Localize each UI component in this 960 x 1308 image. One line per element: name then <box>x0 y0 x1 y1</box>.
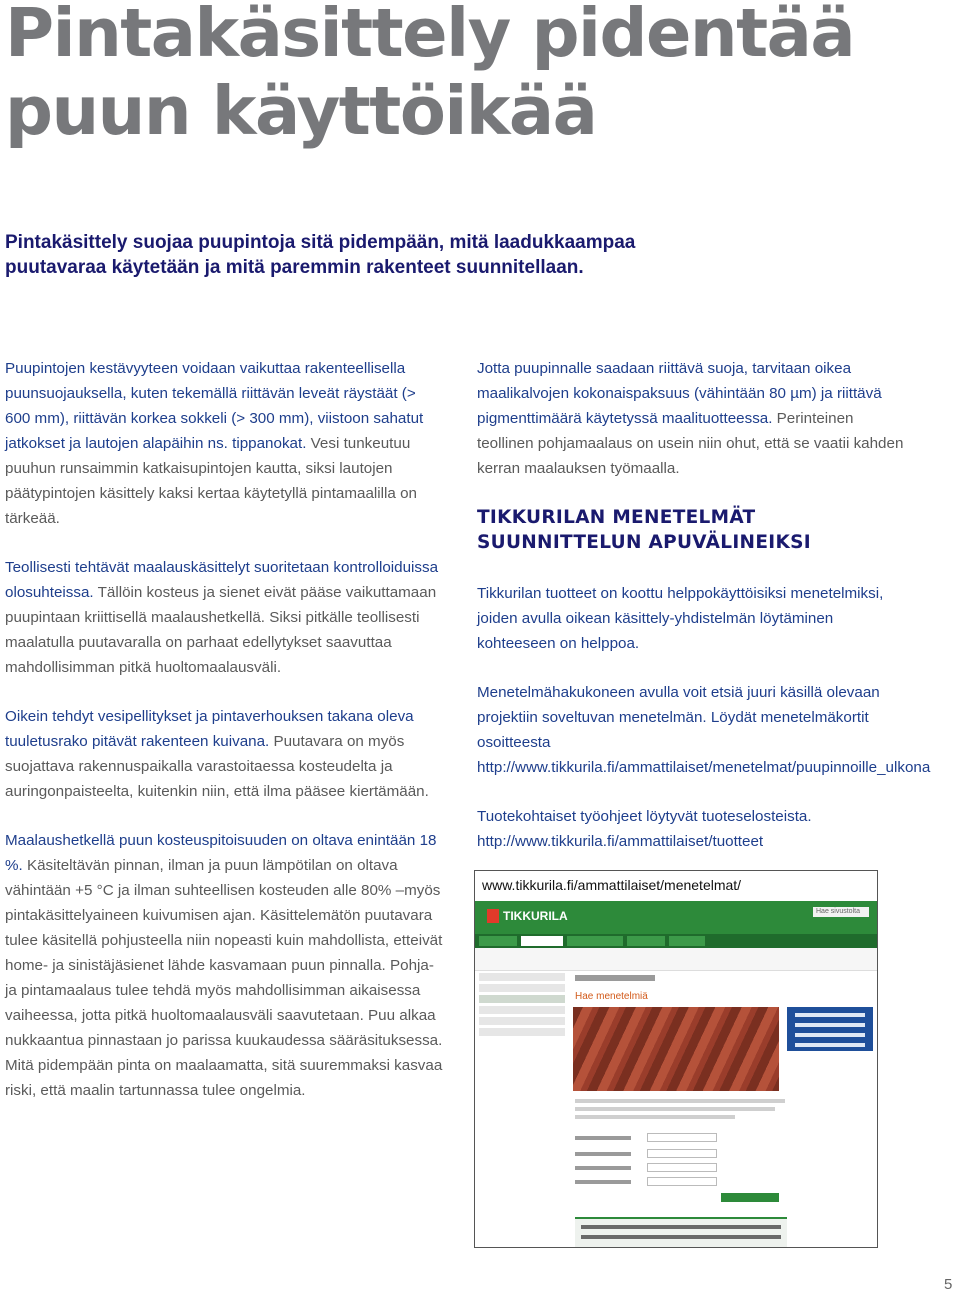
right-column <box>477 356 931 878</box>
site-nav-tab <box>567 936 623 946</box>
site-contact-box <box>787 1007 873 1051</box>
site-text-line <box>575 1115 735 1119</box>
website-preview <box>475 901 877 1247</box>
lead-paragraph <box>5 230 705 280</box>
lead-line-2: puutavaraa käytetään ja mitä paremmin rakenteet suunnitellaan. <box>5 257 584 278</box>
screenshot-url: www.tikkurila.fi/ammattilaiset/menetelmat/ <box>482 877 742 893</box>
site-nav <box>475 934 877 948</box>
left-paragraph-4: Maalaushetkellä puun kosteuspitoisuuden on oltava enintään 18 %. Käsiteltävän pinnan, ilman ja puun lämpötilan on oltava vähintään +5 °C ja ilman suhteellisen kosteuden alle 80% –myös pintakäsittelyaineen kuivumisen ajan. Käsittelemätön puutavara tulee käsitellä pohjusteella niin nopeasti kuin mahdollista, etteivät home- ja sinistäjäsienet lähde kasvamaan puun pinnalla. Pohja- ja pintamaalaus tulee tehdä myös mahdollisimman aikaisessa vaiheessa, jotta pitkä huoltomaalausväli saavutetaan. Puu alkaa nukkaantua pinnastaan jo parissa kuukaudessa sääräsituksessa. Mitä pidempään pinta on maalaamatta, sitä suuremmaksi kasvaa riski, että maalin tartunnassa tulee ongelmia. <box>5 832 443 1099</box>
products-link[interactable]: http://www.tikkurila.fi/ammattilaiset/tuotteet <box>477 833 764 850</box>
tikkurila-logo-icon <box>487 909 499 923</box>
site-sidebar <box>479 973 565 1039</box>
lead-line-1: Pintakäsittely suojaa puupintoja sitä pidempään, mitä laadukkaampaa <box>5 232 636 253</box>
left-paragraph-1: Puupintojen kestävyyteen voidaan vaikuttaa rakenteellisella puunsuojauksella, kuten tekemällä riittävän leveät räystäät (> 600 mm), riittävän korkea sokkeli (> 300 mm), viistoon sahatut jatkokset ja lautojen alapäihin ns. tippanokat. Vesi tunkeutuu puuhun runsaimmin katkaisupintojen kautta, siksi lautojen päätypintojen käsittely kaksi kertaa käytetyllä pintamaalilla on tärkeää. <box>5 360 424 527</box>
site-form-row <box>575 1177 765 1187</box>
site-page-heading: Hae menetelmiä <box>575 991 648 1002</box>
site-header <box>475 901 877 934</box>
site-subnav <box>475 948 877 971</box>
site-nav-tab-active <box>521 936 563 946</box>
left-paragraph-3: Oikein tehdyt vesipellitykset ja pintaverhouksen takana oleva tuuletusrako pitävät rakenteen kuivana. Puutavara on myös suojattava rakennuspaikalla varastoitaessa kosteudelta ja auringonpaisteelta, kuitenkin niin, että ilma pääsee kiertämään. <box>5 708 429 800</box>
title-line-1: Pintakäsittely pidentää <box>5 0 855 72</box>
right-paragraph-3: Menetelmähakukoneen avulla voit etsiä juuri käsillä olevaan projektiin soveltuvan menetelmän. Löydät menetelmäkortit osoitteesta http://www.tikkurila.fi/ammattilaiset/menetelmat/puupinnoille_ulkona <box>477 684 931 776</box>
site-form-row <box>575 1149 765 1159</box>
right-paragraph-4: Tuotekohtaiset työohjeet löytyvät tuoteselosteista. http://www.tikkurila.fi/ammattilaiset/tuotteet <box>477 808 812 850</box>
title-line-2: puun käyttöikää <box>5 72 597 150</box>
left-paragraph-2: Teollisesti tehtävät maalauskäsittelyt suoritetaan kontrolloiduissa olosuhteissa. Tällöin kosteus ja sienet eivät pääse vaikuttamaan puupintaan kriittisellä maalaushetkellä. Siksi pitkälle teollisesti maalatulla puutavaralla on parhaat edellytykset saavuttaa mahdollisimman pitkä huoltomaalausväli. <box>5 559 439 676</box>
right-paragraph-2: Tikkurilan tuotteet on koottu helppokäyttöisiksi menetelmiksi, joiden avulla oikean käsittely-yhdistelmän löytäminen kohteeseen on helppoa. <box>477 585 884 652</box>
site-nav-tab <box>669 936 705 946</box>
roof-tiles-image <box>573 1007 779 1091</box>
site-nav-tab <box>627 936 665 946</box>
right-paragraph-1: Jotta puupinnalle saadaan riittävä suoja, tarvitaan oikea maalikalvojen kokonaispaksuus (vähintään 80 µm) ja riittävä pigmenttimäärä käytetyssä maalituotteessa. Perinteinen teollinen pohjamaalaus on usein niin ohut, että se vaatii kahden kerran maalauksen työmaalla. <box>477 360 904 477</box>
website-screenshot <box>474 870 878 1248</box>
site-form-row <box>575 1163 765 1173</box>
site-breadcrumb <box>575 975 655 981</box>
site-logo-text: TIKKURILA <box>503 909 568 923</box>
page-number: 5 <box>944 1276 953 1293</box>
left-column <box>5 356 445 1127</box>
site-text-line <box>575 1099 785 1103</box>
site-result-box <box>575 1217 787 1248</box>
page-title <box>5 0 854 150</box>
site-text-line <box>575 1107 775 1111</box>
site-nav-tab <box>479 936 517 946</box>
site-search-input: Hae sivustolta <box>813 907 869 917</box>
site-search-button <box>721 1193 779 1202</box>
site-form-row <box>575 1133 765 1143</box>
section-heading: TIKKURILAN MENETELMÄT SUUNNITTELUN APUVÄLINEIKSI <box>477 507 811 553</box>
